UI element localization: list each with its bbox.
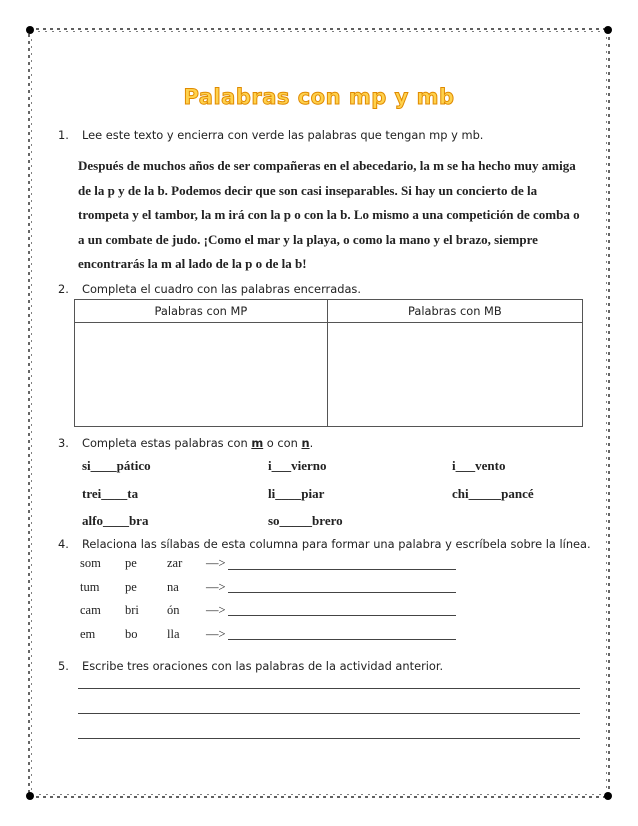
fill-word[interactable]: chi_____pancé — [452, 486, 534, 501]
question-3 — [58, 436, 313, 450]
fill-word[interactable]: trei____ta — [82, 486, 139, 501]
table-cell-mb[interactable] — [327, 323, 582, 427]
syllable: zar — [167, 556, 183, 570]
reading-passage — [78, 154, 583, 277]
answer-line[interactable] — [228, 569, 456, 570]
question-4-number: 4. — [58, 537, 69, 551]
fill-word[interactable]: li____piar — [268, 486, 325, 501]
syllable: lla — [167, 627, 180, 641]
question-4 — [58, 537, 591, 551]
syllable: em — [80, 627, 96, 641]
syllable: ón — [167, 603, 180, 617]
table-header-mb: Palabras con MB — [327, 300, 582, 323]
question-5 — [58, 659, 443, 673]
syllable: na — [167, 580, 179, 594]
question-2-text: Completa el cuadro con las palabras encerradas. — [82, 282, 361, 296]
answer-line[interactable] — [228, 592, 456, 593]
answer-line[interactable] — [228, 639, 456, 640]
sentence-line[interactable] — [78, 713, 580, 714]
letter-m: m — [251, 436, 264, 450]
table-cell-mp[interactable] — [75, 323, 328, 427]
question-3-number: 3. — [58, 436, 69, 450]
syllable: cam — [80, 603, 101, 617]
question-5-number: 5. — [58, 659, 69, 673]
question-3-text-middle: o con — [263, 436, 302, 450]
arrow: —> — [206, 603, 226, 617]
question-1-number: 1. — [58, 128, 69, 142]
arrow: —> — [206, 627, 226, 641]
question-2-number: 2. — [58, 282, 69, 296]
syllable: som — [80, 556, 101, 570]
passage-line: de la p y de la b. Podemos decir que son casi inseparables. Si hay un concierto de la — [78, 182, 538, 198]
passage-line: Después de muchos años de ser compañeras en el abecedario, la m se ha hecho muy amiga — [78, 158, 576, 173]
page-title: Palabras con mp y mb — [183, 85, 455, 109]
fill-word[interactable]: si____pático — [82, 458, 151, 473]
syllable: bri — [125, 603, 139, 617]
question-3-text: Completa estas palabras con — [82, 436, 252, 450]
sentence-line[interactable] — [78, 738, 580, 739]
question-1 — [58, 128, 483, 142]
fill-word[interactable]: i___vento — [452, 458, 506, 473]
arrow: —> — [206, 580, 226, 594]
passage-line: encontrarás la m al lado de la p o de la b! — [78, 256, 307, 271]
passage-line: a un combate de judo. ¡Como el mar y la playa, o como la mano y el brazo, siempre — [78, 231, 538, 247]
syllable: pe — [125, 580, 137, 594]
fill-word[interactable]: so_____brero — [268, 513, 343, 528]
table-header-mp: Palabras con MP — [75, 300, 328, 323]
answer-line[interactable] — [228, 615, 456, 616]
answer-table — [74, 299, 583, 427]
fill-word[interactable]: i___vierno — [268, 458, 327, 473]
question-1-text: Lee este texto y encierra con verde las palabras que tengan mp y mb. — [82, 128, 484, 142]
syllable: tum — [80, 580, 100, 594]
sentence-line[interactable] — [78, 688, 580, 689]
letter-n: n — [301, 436, 310, 450]
question-2 — [58, 282, 361, 296]
syllable: bo — [125, 627, 138, 641]
question-5-text: Escribe tres oraciones con las palabras de la actividad anterior. — [82, 659, 444, 673]
arrow: —> — [206, 556, 226, 570]
question-4-text: Relaciona las sílabas de esta columna para formar una palabra y escríbela sobre la línea. — [82, 537, 591, 551]
question-3-text-end: . — [309, 436, 314, 450]
syllable: pe — [125, 556, 137, 570]
fill-word[interactable]: alfo____bra — [82, 513, 149, 528]
passage-line: trompeta y el tambor, la m irá con la p o con la b. Lo mismo a una competición de comba o — [78, 207, 580, 222]
